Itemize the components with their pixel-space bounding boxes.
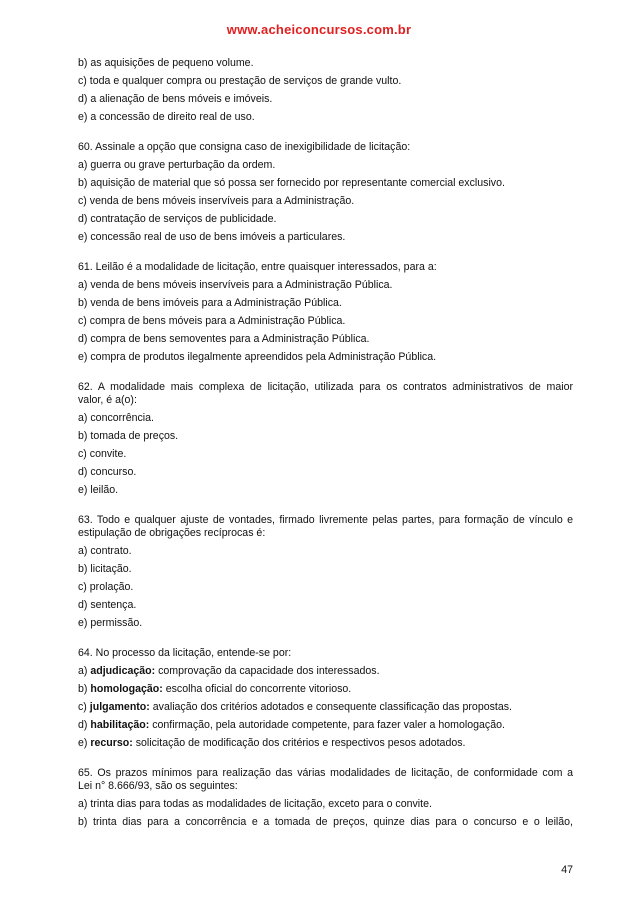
- question-63-stem-line2: estipulação de obrigações recíprocas é:: [78, 527, 266, 539]
- q61-option-e: e) compra de produtos ilegalmente apreendidos pela Administração Pública.: [78, 351, 437, 363]
- q64-option-a: a) adjudicação: comprovação da capacidade dos interessados.: [78, 665, 380, 677]
- q60-option-d: d) contratação de serviços de publicidade.: [78, 213, 277, 225]
- q65-option-a: a) trinta dias para todas as modalidades de licitação, exceto para o convite.: [78, 798, 432, 810]
- question-64-stem: 64. No processo da licitação, entende-se por:: [78, 647, 292, 659]
- site-header: www.acheiconcursos.com.br: [226, 22, 412, 37]
- q60-option-b: b) aquisição de material que só possa ser fornecido por representante comercial exclusivo.: [78, 177, 505, 189]
- q64-option-c: c) julgamento: avaliação dos critérios adotados e consequente classificação das propostas.: [78, 701, 512, 713]
- q62-option-d: d) concurso.: [78, 466, 137, 478]
- page-content: [78, 57, 573, 834]
- q64-option-d: d) habilitação: confirmação, pela autoridade competente, para fazer valer a homologação.: [78, 719, 505, 731]
- q63-option-b: b) licitação.: [78, 563, 132, 575]
- prev-option-c: c) toda e qualquer compra ou prestação de serviços de grande vulto.: [78, 75, 402, 87]
- q62-option-a: a) concorrência.: [78, 412, 154, 424]
- q61-option-d: d) compra de bens semoventes para a Administração Pública.: [78, 333, 370, 345]
- question-65-stem-line2: Lei n° 8.666/93, são os seguintes:: [78, 780, 238, 792]
- question-63-stem-line1: 63. Todo e qualquer ajuste de vontades, firmado livremente pelas partes, para formação de vínculo e: [78, 514, 573, 526]
- question-62-stem-line2: valor, é a(o):: [78, 394, 137, 406]
- q62-option-e: e) leilão.: [78, 484, 119, 496]
- prev-option-e: e) a concessão de direito real de uso.: [78, 111, 255, 123]
- q60-option-c: c) venda de bens móveis inservíveis para a Administração.: [78, 195, 355, 207]
- q64-option-e: e) recurso: solicitação de modificação dos critérios e respectivos pesos adotados.: [78, 737, 466, 749]
- q65-option-b: b) trinta dias para a concorrência e a tomada de preços, quinze dias para o concurso e o leilão,: [78, 816, 573, 828]
- question-65-stem-line1: 65. Os prazos mínimos para realização das várias modalidades de licitação, de conformidade com a: [78, 767, 573, 779]
- q62-option-b: b) tomada de preços.: [78, 430, 179, 442]
- q63-option-c: c) prolação.: [78, 581, 134, 593]
- q63-option-d: d) sentença.: [78, 599, 137, 611]
- q63-option-a: a) contrato.: [78, 545, 132, 557]
- page-number: 47: [561, 864, 573, 876]
- q61-option-b: b) venda de bens imóveis para a Administração Pública.: [78, 297, 342, 309]
- q62-option-c: c) convite.: [78, 448, 127, 460]
- prev-option-d: d) a alienação de bens móveis e imóveis.: [78, 93, 273, 105]
- q63-option-e: e) permissão.: [78, 617, 143, 629]
- q60-option-a: a) guerra ou grave perturbação da ordem.: [78, 159, 276, 171]
- prev-option-b: b) as aquisições de pequeno volume.: [78, 57, 254, 69]
- q61-option-c: c) compra de bens móveis para a Administração Pública.: [78, 315, 346, 327]
- question-62-stem-line1: 62. A modalidade mais complexa de licitação, utilizada para os contratos administrativos de maior: [78, 381, 573, 393]
- q61-option-a: a) venda de bens móveis inservíveis para a Administração Pública.: [78, 279, 393, 291]
- question-61-stem: 61. Leilão é a modalidade de licitação, entre quaisquer interessados, para a:: [78, 261, 437, 273]
- q60-option-e: e) concessão real de uso de bens imóveis a particulares.: [78, 231, 346, 243]
- question-60-stem: 60. Assinale a opção que consigna caso de inexigibilidade de licitação:: [78, 141, 411, 153]
- q64-option-b: b) homologação: escolha oficial do concorrente vitorioso.: [78, 683, 352, 695]
